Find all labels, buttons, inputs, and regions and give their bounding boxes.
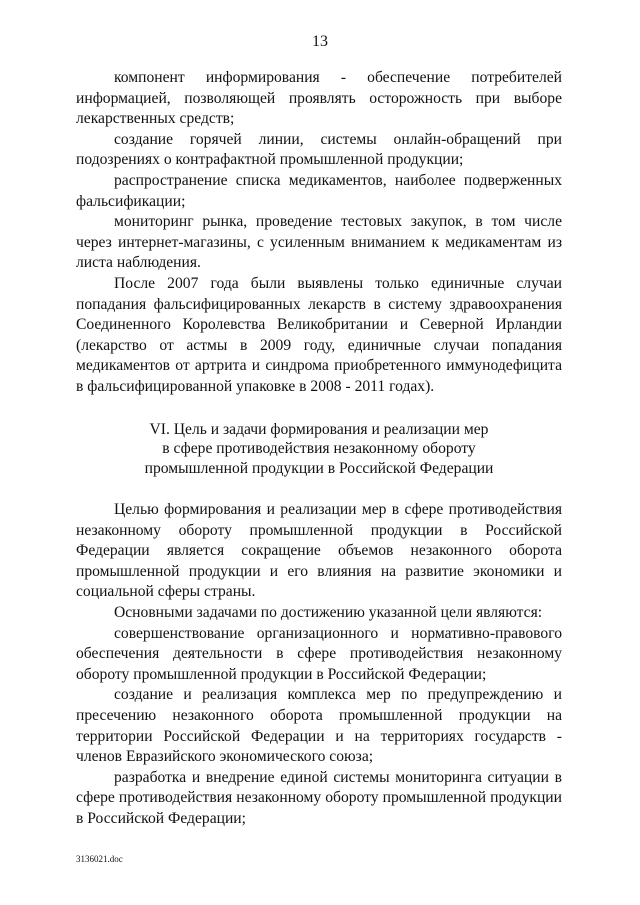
paragraph-task-prevention: создание и реализация комплекса мер по предупреждению и пресечению незаконного оборота промышленной продукции на территории Российской Федерации и на территориях государств - членов Евразийского экономического союза; xyxy=(76,686,562,766)
section-heading xyxy=(76,420,562,479)
document-body xyxy=(76,68,562,830)
paragraph-market-monitoring: мониторинг рынка, проведение тестовых закупок, в том числе через интернет-магазины, с усиленным вниманием к медикаментам из листа наблюдения. xyxy=(76,213,562,272)
section-heading-line-2: в сфере противодействия незаконному обороту xyxy=(162,440,476,457)
paragraph-medicine-list: распространение списка медикаментов, наиболее подверженных фальсификации; xyxy=(76,171,562,210)
document-file-reference: 3136021.doc xyxy=(76,854,123,864)
paragraph-goal: Целью формирования и реализации мер в сфере противодействия незаконному обороту промышленной продукции в Российской Федерации является сокращение объемов незаконного оборота промышленной продукции и его влияния на развитие экономики и социальной сферы страны. xyxy=(76,501,562,601)
section-heading-line-1: VI. Цель и задачи формирования и реализации мер xyxy=(149,420,489,438)
page-number: 13 xyxy=(312,33,328,50)
paragraph-uk-cases: После 2007 года были выявлены только единичные случаи попадания фальсифицированных лекарств в систему здравоохранения Соединенного Королевства Великобритании и Северной Ирландии (лекарство от астмы в 2009 году, единичные случаи попадания медикаментов от артрита и синдрома приобретенного иммунодефицита в фальсифицированной упаковке в 2008 - 2011 годах). xyxy=(76,274,562,395)
paragraph-hotline: создание горячей линии, системы онлайн-обращений при подозрениях о контрафактной промышленной продукции; xyxy=(76,130,562,169)
paragraph-task-regulatory: совершенствование организационного и нормативно-правового обеспечения деятельности в сфере противодействия незаконному обороту промышленной продукции в Российской Федерации; xyxy=(76,624,562,683)
section-heading-line-3: промышленной продукции в Российской Федерации xyxy=(144,459,494,477)
paragraph-task-monitoring: разработка и внедрение единой системы мониторинга ситуации в сфере противодействия незаконному обороту промышленной продукции в Российской Федерации; xyxy=(76,768,562,827)
paragraph-informing: компонент информирования - обеспечение потребителей информацией, позволяющей проявлять осторожность при выборе лекарственных средств; xyxy=(76,69,562,128)
paragraph-main-tasks: Основными задачами по достижению указанной цели являются: xyxy=(114,603,543,621)
